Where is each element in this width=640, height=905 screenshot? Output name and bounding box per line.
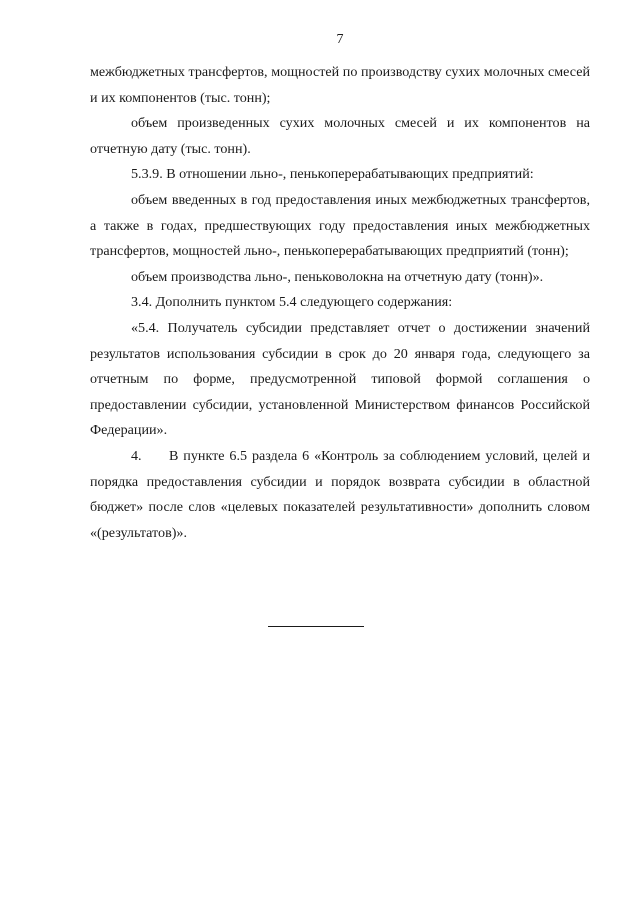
paragraph-item-4 — [90, 444, 590, 546]
item-number: 4. — [131, 447, 142, 464]
paragraph-section-5-4: «5.4. Получатель субсидии представляет отчет о достижении значений результатов использования субсидии в срок до 20 января года, следующего за отчетным по форме, предусмотренной типовой формой соглашения о предоставлении субсидии, установленной Министерством финансов Российской Федерации». — [90, 319, 590, 439]
page-number: 7 — [336, 32, 344, 47]
paragraph-section-5-3-9: 5.3.9. В отношении льно-, пенькоперерабатывающих предприятий: — [131, 166, 534, 183]
document-body — [90, 60, 590, 546]
paragraph-flax-volume: объем производства льно-, пеньковолокна на отчетную дату (тонн)». — [131, 268, 544, 285]
closing-rule — [268, 626, 364, 627]
paragraph-section-3-4: 3.4. Дополнить пунктом 5.4 следующего содержания: — [131, 294, 453, 311]
paragraph-flax-capacity: объем введенных в год предоставления иных межбюджетных трансфертов, а также в годах, предшествующих году предоставления иных межбюджетных трансфертов, мощностей льно-, пенькоперерабатывающих предприятий (тонн); — [90, 191, 590, 260]
paragraph-continuation: межбюджетных трансфертов, мощностей по производству сухих молочных смесей и их компонентов (тыс. тонн); — [90, 64, 590, 106]
paragraph-dry-milk-volume: объем произведенных сухих молочных смесей и их компонентов на отчетную дату (тыс. тонн). — [90, 115, 590, 157]
item-4-text: В пункте 6.5 раздела 6 «Контроль за соблюдением условий, целей и порядка предоставления субсидии и порядок возврата субсидии в областной бюджет» после слов «целевых показателей результативности» дополнить словом «(результатов)». — [90, 447, 590, 541]
